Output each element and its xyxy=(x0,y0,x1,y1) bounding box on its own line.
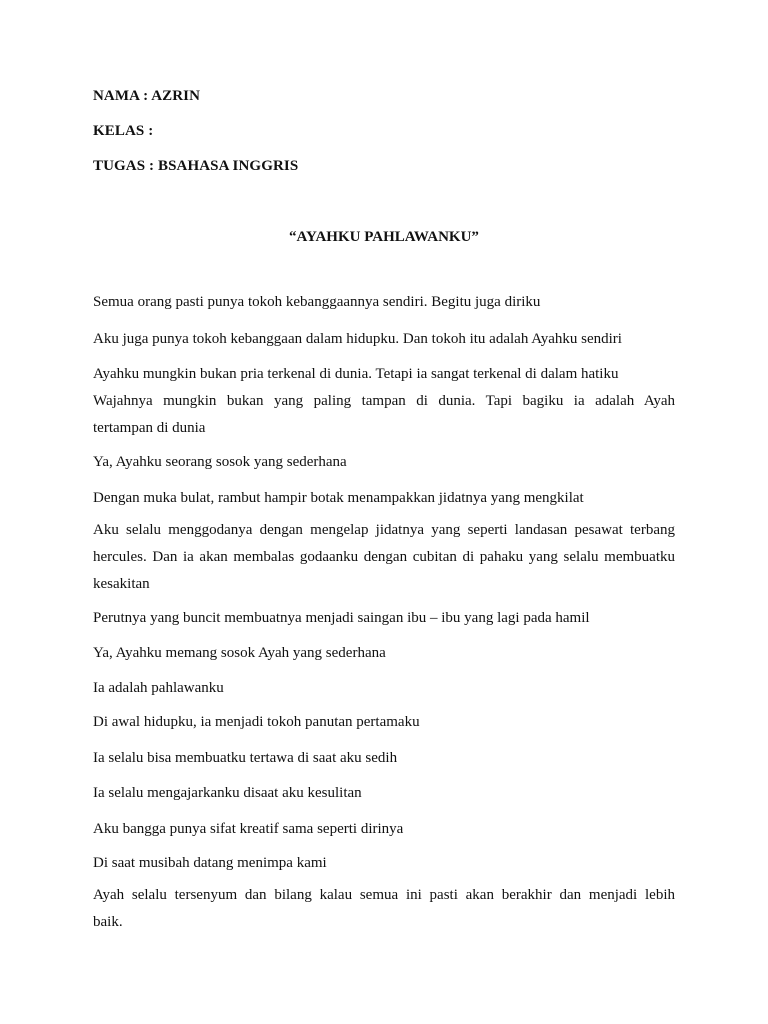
paragraph-3 xyxy=(93,361,675,442)
paragraph-12: Ia selalu mengajarkanku disaat aku kesulitan xyxy=(93,785,362,801)
paragraph-1: Semua orang pasti punya tokoh kebanggaannya sendiri. Begitu juga diriku xyxy=(93,294,541,310)
paragraph-7: Perutnya yang buncit membuatnya menjadi saingan ibu – ibu yang lagi pada hamil xyxy=(93,610,590,626)
paragraph-15-line-2: baik. xyxy=(93,914,123,930)
paragraph-14: Di saat musibah datang menimpa kami xyxy=(93,855,327,871)
paragraph-6-line-3: kesakitan xyxy=(93,576,150,592)
paragraph-10: Di awal hidupku, ia menjadi tokoh panutan pertamaku xyxy=(93,714,420,730)
paragraph-8: Ya, Ayahku memang sosok Ayah yang sederhana xyxy=(93,645,386,661)
header-nama: NAMA : AZRIN xyxy=(93,88,201,104)
paragraph-2: Aku juga punya tokoh kebanggaan dalam hidupku. Dan tokoh itu adalah Ayahku sendiri xyxy=(93,331,622,347)
header-kelas: KELAS : xyxy=(93,123,154,139)
paragraph-3-line-3: tertampan di dunia xyxy=(93,420,206,436)
paragraph-6 xyxy=(93,517,675,598)
paragraph-6-line-2: hercules. Dan ia akan membalas godaanku dengan cubitan di pahaku yang selalu membuatku xyxy=(93,549,675,565)
header-tugas: TUGAS : BSAHASA INGGRIS xyxy=(93,158,299,174)
paragraph-3-line-1: Ayahku mungkin bukan pria terkenal di dunia. Tetapi ia sangat terkenal di dalam hatiku xyxy=(93,366,619,382)
paragraph-4: Ya, Ayahku seorang sosok yang sederhana xyxy=(93,454,347,470)
paragraph-11: Ia selalu bisa membuatku tertawa di saat aku sedih xyxy=(93,750,398,766)
paragraph-3-line-2: Wajahnya mungkin bukan yang paling tampan di dunia. Tapi bagiku ia adalah Ayah xyxy=(93,393,675,409)
paragraph-15 xyxy=(93,882,675,936)
paragraph-5: Dengan muka bulat, rambut hampir botak menampakkan jidatnya yang mengkilat xyxy=(93,490,584,506)
paragraph-9: Ia adalah pahlawanku xyxy=(93,680,224,696)
document-title: “AYAHKU PAHLAWANKU” xyxy=(289,229,479,245)
paragraph-15-line-1: Ayah selalu tersenyum dan bilang kalau semua ini pasti akan berakhir dan menjadi lebih xyxy=(93,887,675,903)
paragraph-6-line-1: Aku selalu menggodanya dengan mengelap jidatnya yang seperti landasan pesawat terbang xyxy=(93,522,675,538)
paragraph-13: Aku bangga punya sifat kreatif sama seperti dirinya xyxy=(93,821,404,837)
